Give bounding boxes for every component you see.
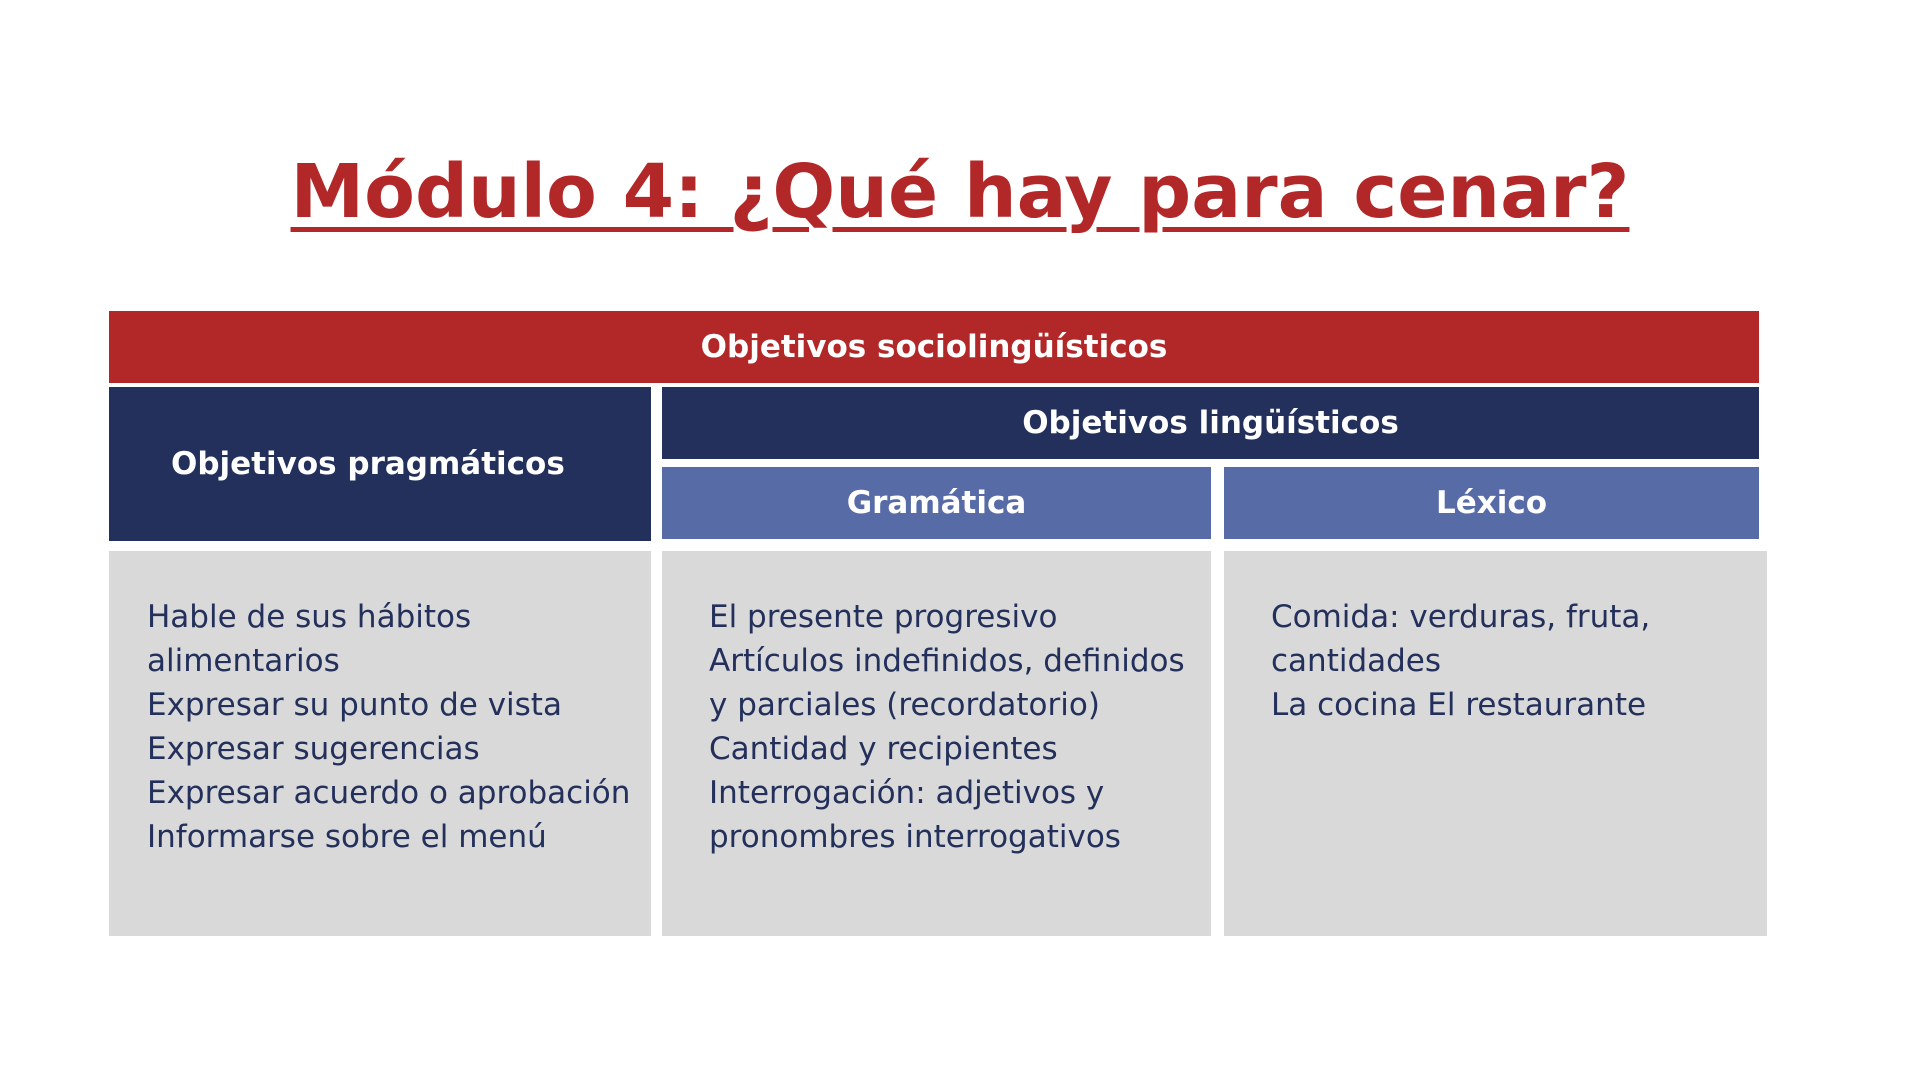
sociolinguistic-header [109, 311, 1759, 383]
linguistic-header-label: Objetivos lingüísticos [1022, 405, 1399, 441]
grammar-header-label: Gramática [846, 485, 1027, 521]
list-item: Comida: verduras, fruta, cantidades [1271, 599, 1651, 679]
list-item: Hable de sus hábitos alimentarios [147, 599, 472, 679]
grammar-header [662, 467, 1211, 539]
sociolinguistic-header-label: Objetivos sociolingüísticos [700, 329, 1168, 365]
list-item: La cocina El restaurante [1271, 687, 1647, 723]
lexicon-header-label: Léxico [1435, 485, 1548, 521]
pragmatic-objectives-cell [109, 551, 651, 936]
list-item: El presente progresivo [709, 599, 1058, 635]
list-item: Expresar sugerencias [147, 731, 480, 767]
pragmatic-header-label: Objetivos pragmáticos [171, 446, 565, 482]
list-item: Expresar acuerdo o aprobación [147, 775, 631, 811]
grammar-objectives-cell [662, 551, 1211, 936]
pragmatic-objectives-list [147, 595, 641, 859]
linguistic-header [662, 387, 1759, 459]
lexicon-objectives-cell [1224, 551, 1767, 936]
list-item: Informarse sobre el menú [147, 819, 547, 855]
list-item: Cantidad y recipientes [709, 731, 1058, 767]
pragmatic-header [109, 387, 651, 541]
grammar-objectives-list [709, 595, 1201, 859]
list-item: Interrogación: adjetivos y pronombres interrogativos [709, 775, 1121, 855]
page-title: Módulo 4: ¿Qué hay para cenar? [290, 149, 1630, 235]
list-item: Artículos indefinidos, definidos y parciales (recordatorio) [709, 643, 1185, 723]
lexicon-header [1224, 467, 1759, 539]
list-item: Expresar su punto de vista [147, 687, 562, 723]
lexicon-objectives-list [1271, 595, 1757, 727]
